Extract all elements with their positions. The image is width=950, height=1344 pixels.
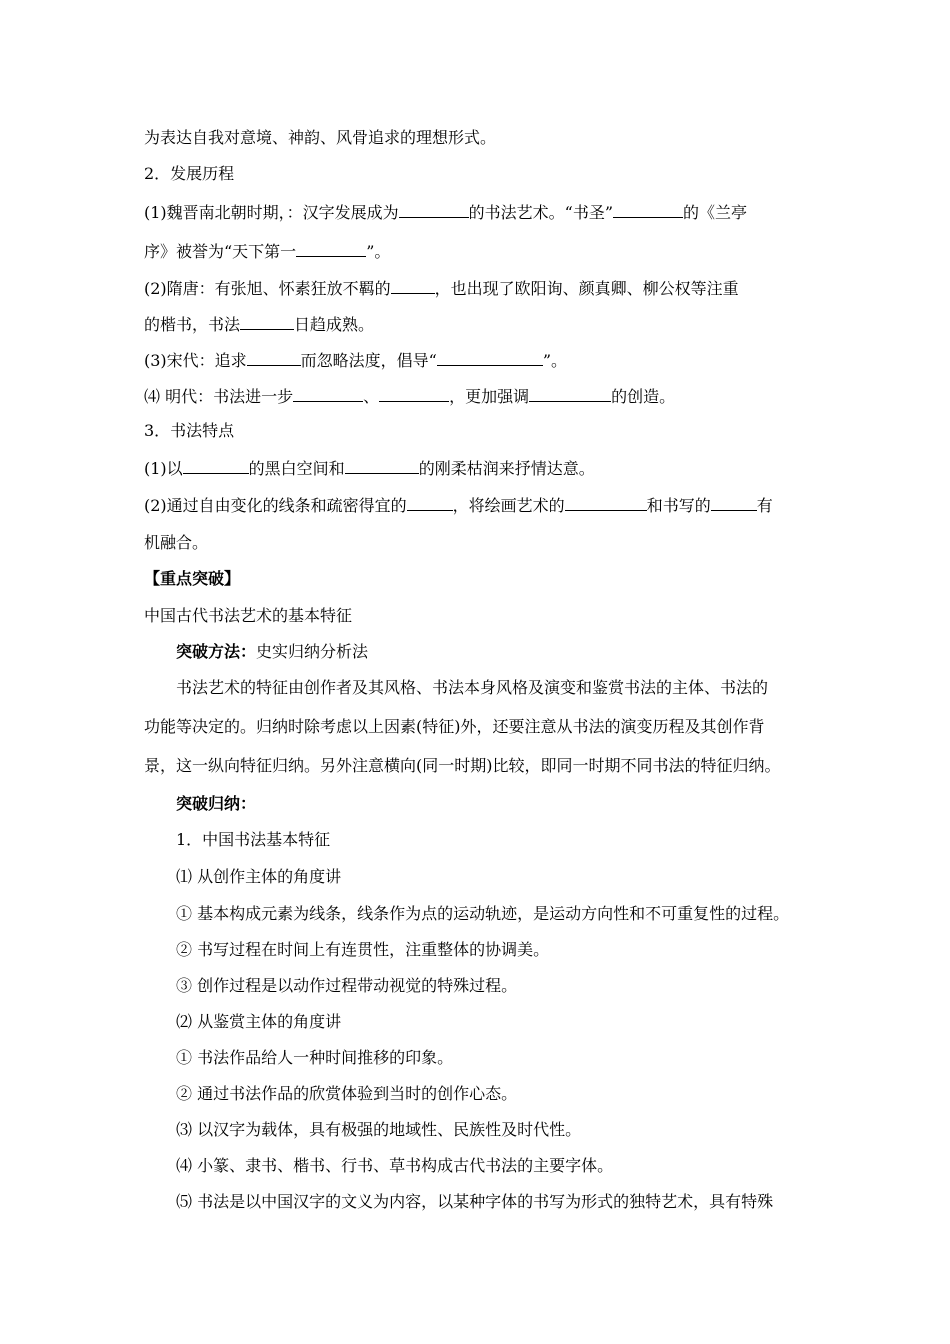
text-segment: (2)隋唐：有张旭、怀素狂放不羁的 [144, 279, 391, 298]
text-segment: 序》被誉为“天下第一 [144, 242, 297, 261]
fill-blank[interactable] [345, 457, 419, 474]
text-segment: 和书写的 [646, 496, 711, 515]
fill-blank[interactable] [407, 494, 453, 511]
text-segment: 日趋成熟。 [294, 315, 375, 334]
method-label: 突破方法： [176, 642, 257, 661]
summary-item-text: ⑷ 小篆、隶书、楷书、行书、草书构成古代书法的主要字体。 [176, 1156, 614, 1175]
fill-blank[interactable] [711, 494, 757, 511]
text-segment: ，更加强调 [449, 387, 530, 406]
paragraph-text: 书法艺术的特征由创作者及其风格、书法本身风格及演变和鉴赏书法的主体、书法的 [176, 678, 769, 697]
heading-text: 2．发展历程 [144, 164, 235, 183]
development-item-3 [144, 349, 567, 371]
summary-item-text: ③ 创作过程是以动作过程带动视觉的特殊过程。 [176, 976, 518, 995]
fill-blank[interactable] [391, 277, 435, 294]
topic-text: 中国古代书法艺术的基本特征 [144, 606, 353, 625]
text-segment: 的刚柔枯润来抒情达意。 [418, 459, 595, 478]
summary-item-text: ① 基本构成元素为线条，线条作为点的运动轨迹，是运动方向性和不可重复性的过程。 [176, 904, 790, 923]
summary-item [176, 976, 517, 996]
text-segment: (3)宋代：追求 [144, 351, 247, 370]
development-item-1-cont [144, 240, 390, 262]
text-segment: (2)通过自由变化的线条和疏密得宜的 [144, 496, 407, 515]
summary-item-text: ⑴ 从创作主体的角度讲 [176, 867, 342, 886]
fill-blank[interactable] [437, 349, 543, 366]
development-item-2-cont [144, 313, 374, 335]
summary-label-text: 突破归纳： [176, 794, 257, 813]
fill-blank[interactable] [296, 240, 366, 257]
breakthrough-paragraph-line [144, 756, 781, 776]
section-heading-features [144, 421, 234, 441]
breakthrough-method [176, 642, 368, 662]
text-segment: ”。 [542, 351, 568, 370]
text-segment: ”。 [366, 242, 391, 261]
text-segment: 而忽略法度，倡导“ [300, 351, 437, 370]
fill-blank[interactable] [565, 494, 647, 511]
text-segment: ⑷ 明代：书法进一步 [144, 387, 294, 406]
summary-item [176, 830, 330, 850]
text-segment: 的书法艺术。“书圣” [468, 203, 614, 222]
breakthrough-summary-label [176, 794, 256, 814]
fill-blank[interactable] [183, 457, 249, 474]
text-segment: 的楷书，书法 [144, 315, 241, 334]
fill-blank[interactable] [613, 201, 683, 218]
breakthrough-topic [144, 606, 352, 626]
summary-item [176, 1156, 613, 1176]
heading-text: 【重点突破】 [144, 569, 241, 588]
summary-item-text: ⑸ 书法是以中国汉字的文义为内容，以某种字体的书写为形式的独特艺术，具有特殊 [176, 1192, 774, 1211]
fill-blank[interactable] [293, 385, 363, 402]
method-value: 史实归纳分析法 [256, 642, 369, 661]
summary-item-text: ⑶ 以汉字为载体，具有极强的地域性、民族性及时代性。 [176, 1120, 582, 1139]
paragraph-text: 功能等决定的。归纳时除考虑以上因素(特征)外，还要注意从书法的演变历程及其创作背 [144, 717, 765, 736]
development-item-4 [144, 385, 675, 407]
section-heading-breakthrough [144, 569, 240, 589]
text-segment: (1)魏晋南北朝时期，：汉字发展成为 [144, 203, 399, 222]
fill-blank[interactable] [240, 313, 294, 330]
text-segment: 、 [363, 387, 380, 406]
features-item-2 [144, 494, 773, 516]
summary-item [176, 1084, 517, 1104]
development-item-1 [144, 201, 747, 223]
features-item-2-cont [144, 533, 208, 553]
text-segment: ，将绘画艺术的 [452, 496, 565, 515]
development-item-2 [144, 277, 739, 299]
intro-line [144, 128, 496, 148]
fill-blank[interactable] [529, 385, 611, 402]
summary-item-text: ① 书法作品给人一种时间推移的印象。 [176, 1048, 454, 1067]
fill-blank[interactable] [379, 385, 449, 402]
summary-item-text: 1．中国书法基本特征 [176, 830, 331, 849]
fill-blank[interactable] [399, 201, 469, 218]
summary-item [176, 940, 549, 960]
text-segment: 的《兰亭 [683, 203, 748, 222]
fill-blank[interactable] [247, 349, 301, 366]
text-segment: ，也出现了欧阳询、颜真卿、柳公权等注重 [434, 279, 739, 298]
heading-text: 3．书法特点 [144, 421, 235, 440]
breakthrough-paragraph-line [176, 678, 768, 698]
summary-item [176, 867, 341, 887]
features-item-1 [144, 457, 595, 479]
text-segment: 有 [756, 496, 773, 515]
section-heading-development [144, 164, 234, 184]
summary-item-text: ② 书写过程在时间上有连贯性，注重整体的协调美。 [176, 940, 550, 959]
text-segment: 机融合。 [144, 533, 209, 552]
breakthrough-paragraph-line [144, 717, 765, 737]
summary-item [176, 1048, 453, 1068]
summary-item [176, 1120, 581, 1140]
text-segment: 的创造。 [611, 387, 676, 406]
summary-item-text: ⑵ 从鉴赏主体的角度讲 [176, 1012, 342, 1031]
paragraph-text: 景，这一纵向特征归纳。另外注意横向(同一时期)比较，即同一时期不同书法的特征归纳。 [144, 756, 781, 775]
summary-item [176, 1192, 773, 1212]
summary-item [176, 1012, 341, 1032]
text-segment: 的黑白空间和 [248, 459, 345, 478]
intro-text: 为表达自我对意境、神韵、风骨追求的理想形式。 [144, 128, 497, 147]
summary-item-text: ② 通过书法作品的欣赏体验到当时的创作心态。 [176, 1084, 518, 1103]
text-segment: (1)以 [144, 459, 183, 478]
summary-item [176, 904, 789, 924]
